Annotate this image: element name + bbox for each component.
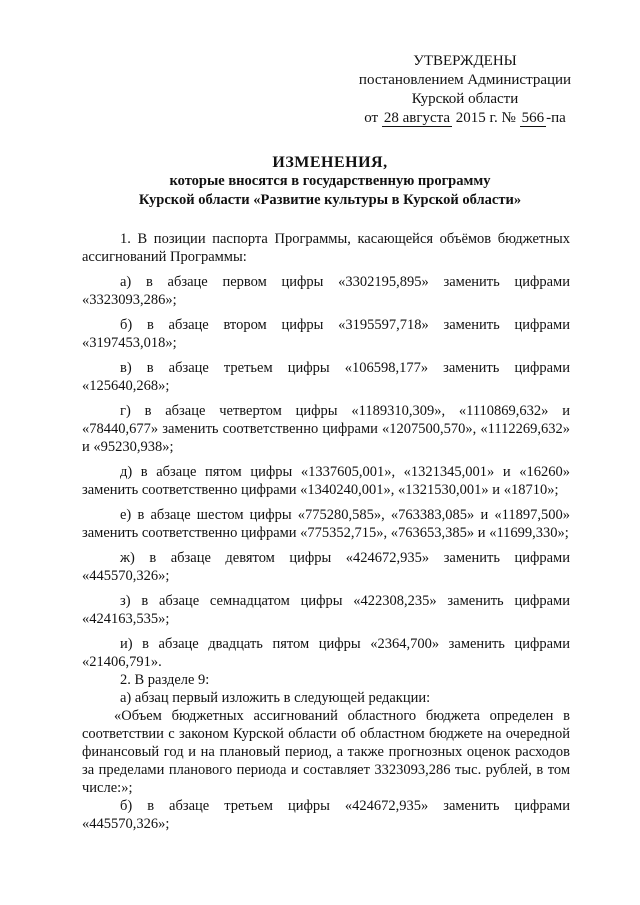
- heading-title: ИЗМЕНЕНИЯ,: [272, 154, 388, 171]
- paragraph-z: з) в абзаце семнадцатом цифры «422308,235» заменить цифрами «424163,535»;: [82, 593, 570, 627]
- date-suffix: -па: [546, 110, 566, 126]
- document-heading: [90, 153, 570, 210]
- heading-line-3: Курской области «Развитие культуры в Курской области»: [138, 192, 522, 208]
- date-day: 28 августа: [383, 110, 451, 126]
- paragraph-e: е) в абзаце шестом цифры «775280,585», «763383,085» и «11897,500» заменить соответственно цифрами «775352,715», «763653,385» и «11699,330»;: [82, 507, 570, 541]
- paragraph-2b: б) в абзаце третьем цифры «424672,935» заменить цифрами «445570,326»;: [82, 798, 570, 832]
- approval-stamp: [330, 52, 600, 128]
- paragraph-b: б) в абзаце втором цифры «3195597,718» заменить цифрами «3197453,018»;: [82, 317, 570, 351]
- heading-line-2: которые вносятся в государственную программу: [169, 173, 491, 189]
- paragraph-1: 1. В позиции паспорта Программы, касающейся объёмов бюджетных ассигнований Программы:: [82, 231, 570, 265]
- date-number: 566: [521, 110, 545, 126]
- approval-title: УТВЕРЖДЕНЫ: [413, 53, 517, 69]
- paragraph-a: а) в абзаце первом цифры «3302195,895» заменить цифрами «3323093,286»;: [82, 274, 570, 308]
- paragraph-g: г) в абзаце четвертом цифры «1189310,309», «1110869,632» и «78440,677» заменить соответственно цифрами «1207500,570», «1112269,632» и «95230,938»;: [82, 403, 570, 455]
- paragraph-v: в) в абзаце третьем цифры «106598,177» заменить цифрами «125640,268»;: [82, 360, 570, 394]
- paragraph-d: д) в абзаце пятом цифры «1337605,001», «1321345,001» и «16260» заменить соответственно цифрами «1340240,001», «1321530,001» и «18710»;: [82, 464, 570, 498]
- document-body: [82, 230, 570, 840]
- paragraph-2: 2. В разделе 9:: [120, 672, 210, 688]
- approval-authority: постановлением Администрации: [358, 72, 572, 88]
- date-year: 2015 г. №: [455, 110, 516, 126]
- paragraph-zh: ж) в абзаце девятом цифры «424672,935» заменить цифрами «445570,326»;: [82, 550, 570, 584]
- approval-region: Курской области: [411, 91, 519, 107]
- approval-date-line: [330, 109, 600, 128]
- paragraph-2a: а) абзац первый изложить в следующей редакции:: [120, 690, 431, 706]
- date-prefix: от: [364, 110, 379, 126]
- paragraph-i: и) в абзаце двадцать пятом цифры «2364,700» заменить цифрами «21406,791».: [82, 636, 570, 670]
- paragraph-quote: «Объем бюджетных ассигнований областного бюджета определен в соответствии с законом Курской области об областном бюджете на очередной финансовый год и на плановый период, а также прогнозных оценок расходов за пределами планового периода и составляет 3323093,286 тыс. рублей, в том числе:»;: [82, 708, 570, 796]
